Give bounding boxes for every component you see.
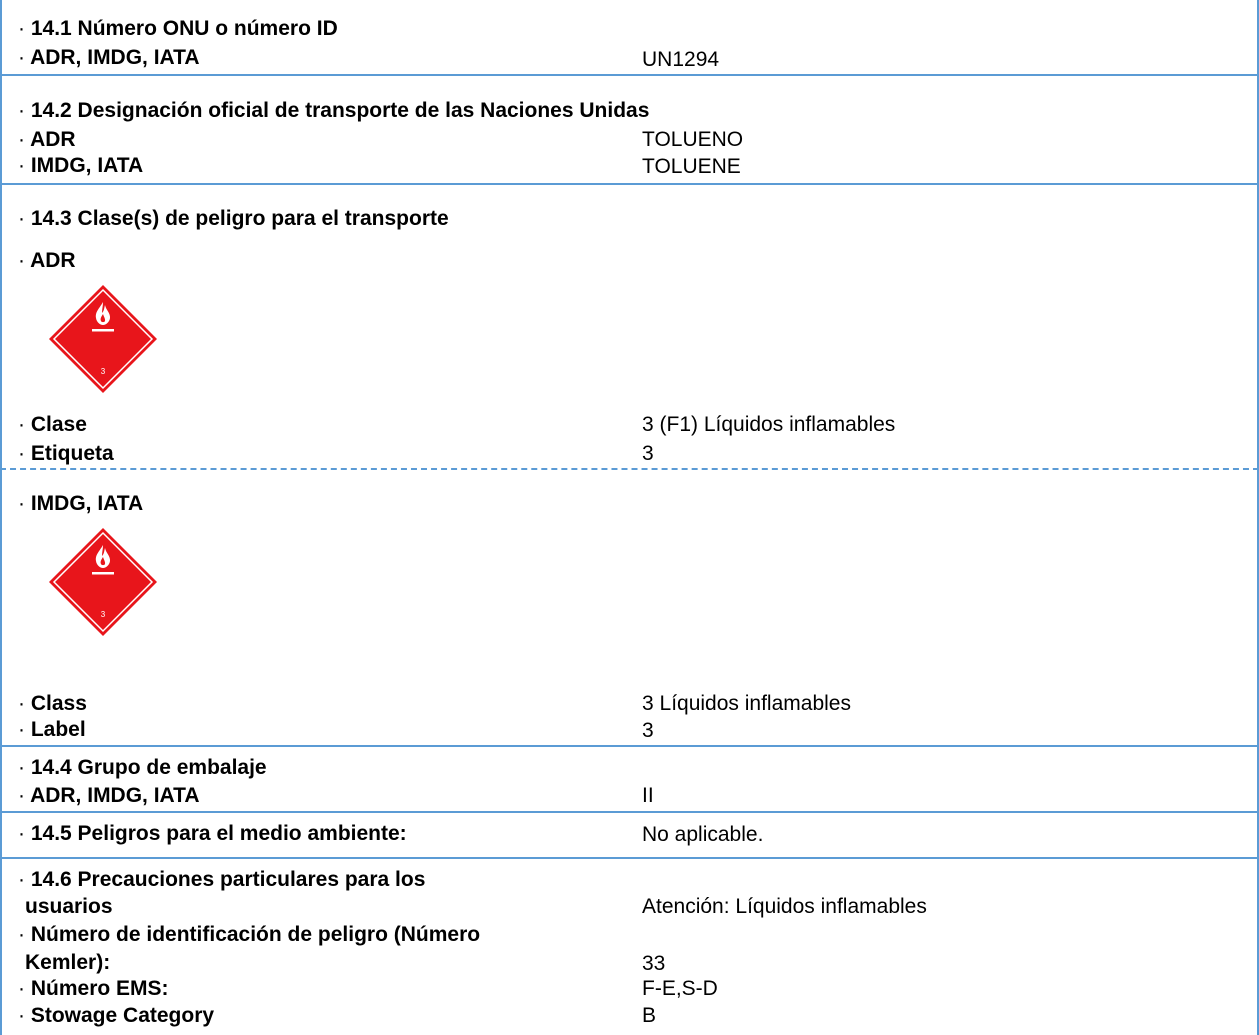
placard-class-number: 3 (100, 610, 106, 619)
section-heading: · 14.5 Peligros para el medio ambiente: (18, 822, 407, 845)
section-heading: · 14.3 Clase(s) de peligro para el transporte (18, 207, 449, 230)
row-label: · Número EMS: (18, 977, 169, 1000)
row-label: · ADR (18, 128, 76, 151)
un-number-value: UN1294 (642, 48, 720, 71)
section-heading: · 14.1 Número ONU o número ID (18, 17, 338, 40)
row-label-continued: Kemler): (25, 951, 111, 974)
flammable-liquid-diamond-icon (48, 527, 158, 637)
row-label: · Class (18, 692, 87, 715)
kemler-number-value: 33 (642, 952, 666, 975)
adr-shipping-name-value: TOLUENO (642, 128, 744, 151)
section-heading: · 14.2 Designación oficial de transporte de las Naciones Unidas (18, 99, 650, 122)
row-label: · Número de identificación de peligro (Número (18, 923, 481, 946)
section-divider (0, 745, 1259, 747)
precautions-value: Atención: Líquidos inflamables (642, 895, 927, 918)
section-divider (0, 811, 1259, 813)
flammable-liquid-diamond-icon (48, 284, 158, 394)
packing-group-value: II (642, 784, 654, 807)
subheading-adr: · ADR (18, 249, 76, 272)
environmental-hazards-value: No aplicable. (642, 823, 764, 846)
imdg-shipping-name-value: TOLUENE (642, 155, 741, 178)
section-divider (0, 183, 1259, 185)
imdg-class-value: 3 Líquidos inflamables (642, 692, 851, 715)
table-border-left (0, 0, 2, 1035)
adr-label-value: 3 (642, 442, 654, 465)
subheading-imdg-iata: · IMDG, IATA (18, 492, 144, 515)
row-label: · Label (18, 718, 86, 741)
row-label: · Clase (18, 413, 87, 436)
stowage-category-value: B (642, 1004, 657, 1027)
placard-class-number: 3 (100, 367, 106, 376)
row-label: · Etiqueta (18, 442, 114, 465)
row-label: · ADR, IMDG, IATA (18, 46, 200, 69)
subsection-dashed-divider (0, 468, 1259, 470)
section-heading-continued: usuarios (25, 895, 113, 918)
row-label: · Stowage Category (18, 1004, 215, 1027)
section-heading: · 14.4 Grupo de embalaje (18, 756, 267, 779)
row-label: · IMDG, IATA (18, 154, 144, 177)
imdg-label-value: 3 (642, 719, 654, 742)
section-divider (0, 857, 1259, 859)
ems-number-value: F-E,S-D (642, 977, 718, 1000)
section-heading: · 14.6 Precauciones particulares para los (18, 868, 426, 891)
adr-class-value: 3 (F1) Líquidos inflamables (642, 413, 896, 436)
row-label: · ADR, IMDG, IATA (18, 784, 200, 807)
section-divider (0, 74, 1259, 76)
